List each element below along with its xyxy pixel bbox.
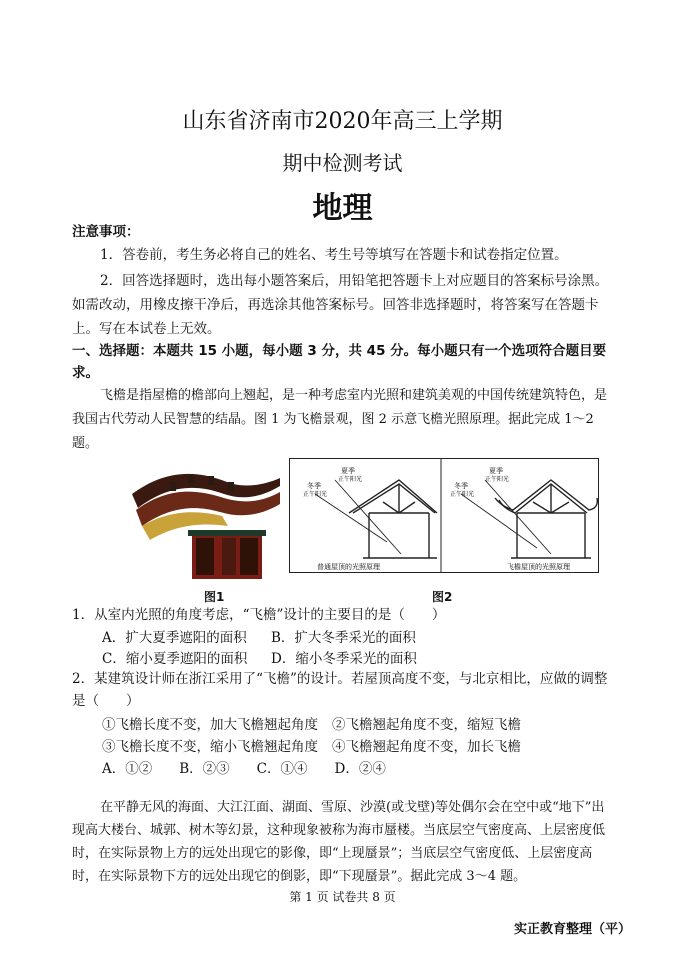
notice-heading: 注意事项： (72, 224, 140, 240)
exam-subtitle: 期中检测考试 (282, 151, 403, 175)
q1-option-d: D．缩小冬季采光的面积 (271, 651, 417, 667)
q1-option-c: C．缩小夏季遮阳的面积 (102, 651, 248, 667)
publisher-stamp: 实正教育整理（平） (513, 922, 631, 937)
flying-eave-photo (132, 464, 282, 579)
notice-item-2: 2．回答选择题时，选出每小题答案后，用铅笔把答题卡上对应题目的答案标号涂黑。如需改动，用橡皮擦干净后，再选涂其他答案标号。回答非选择题时，将答案写在答题卡上。写在本试卷上无效。 (72, 273, 609, 337)
right-winter-noon-label: 正午阳光 (450, 491, 475, 498)
left-summer-noon-label: 正午阳光 (338, 476, 363, 483)
right-winter-label: 冬季 (454, 482, 468, 490)
figure-2-caption: 图2 (432, 590, 453, 604)
passage-2: 在平静无风的海面、大江江面、湖面、雪原、沙漠(或戈壁)等处偶尔会在空中或“地下”出现高大楼台、城郭、树木等幻景，这种现象被称为海市蜃楼。当底层空气密度高、上层密度低时，在实际景物上方的远处出现它的影像，即“上现蜃景”；当底层空气密度低、上层密度高时，在实际景物下方的远处出现它的倒影，即“下现蜃景”。据此完成 3～4 题。 (72, 800, 606, 884)
page-footer: 第 1 页 试卷共 8 页 (289, 890, 396, 904)
q2-statement-3: ③飞檐长度不变，缩小飞檐翘起角度 (102, 739, 318, 755)
left-panel-label: 普通屋顶的光照原理 (317, 563, 380, 571)
q1-option-b: B．扩大冬季采光的面积 (271, 630, 416, 646)
q1-option-a: A．扩大夏季遮阳的面积 (102, 630, 247, 646)
section-heading: 一、选择题：本题共 15 小题，每小题 3 分，共 45 分。每小题只有一个选项符合题目要求。 (72, 343, 607, 381)
left-summer-label: 夏季 (341, 467, 355, 475)
q2-options: A．①② B．②③ C．①④ D．②④ (102, 761, 386, 777)
q2-statement-4: ④飞檐翘起角度不变，加长飞檐 (332, 739, 521, 755)
subject-title: 地理 (312, 191, 373, 226)
exam-title: 山东省济南市2020年高三上学期 (182, 109, 503, 134)
right-summer-noon-label: 正午阳光 (485, 476, 510, 483)
notice-item-1: 1．答卷前，考生务必将自己的姓名、考生号等填写在答题卡和试卷指定位置。 (100, 247, 568, 263)
question-1-stem: 1．从室内光照的角度考虑，“飞檐”设计的主要目的是（ ） (72, 607, 446, 623)
left-winter-noon-label: 正午阳光 (303, 491, 328, 498)
eave-lighting-diagram (289, 458, 599, 573)
right-summer-label: 夏季 (489, 467, 503, 475)
right-panel-label: 飞檐屋顶的光照原理 (507, 563, 570, 571)
question-2-stem: 2．某建筑设计师在浙江采用了“飞檐”的设计。若屋顶高度不变，与北京相比，应做的调整是（ ） (72, 671, 608, 709)
q2-statement-2: ②飞檐翘起角度不变，缩短飞檐 (332, 717, 521, 733)
figure-1-caption: 图1 (204, 590, 225, 604)
q2-statement-1: ①飞檐长度不变，加大飞檐翘起角度 (102, 717, 318, 733)
passage-1: 飞檐是指屋檐的檐部向上翘起，是一种考虑室内光照和建筑美观的中国传统建筑特色，是我国古代劳动人民智慧的结晶。图 1 为飞檐景观，图 2 示意飞檐光照原理。据此完成 1～2 题。 (72, 388, 608, 451)
left-winter-label: 冬季 (307, 482, 321, 490)
